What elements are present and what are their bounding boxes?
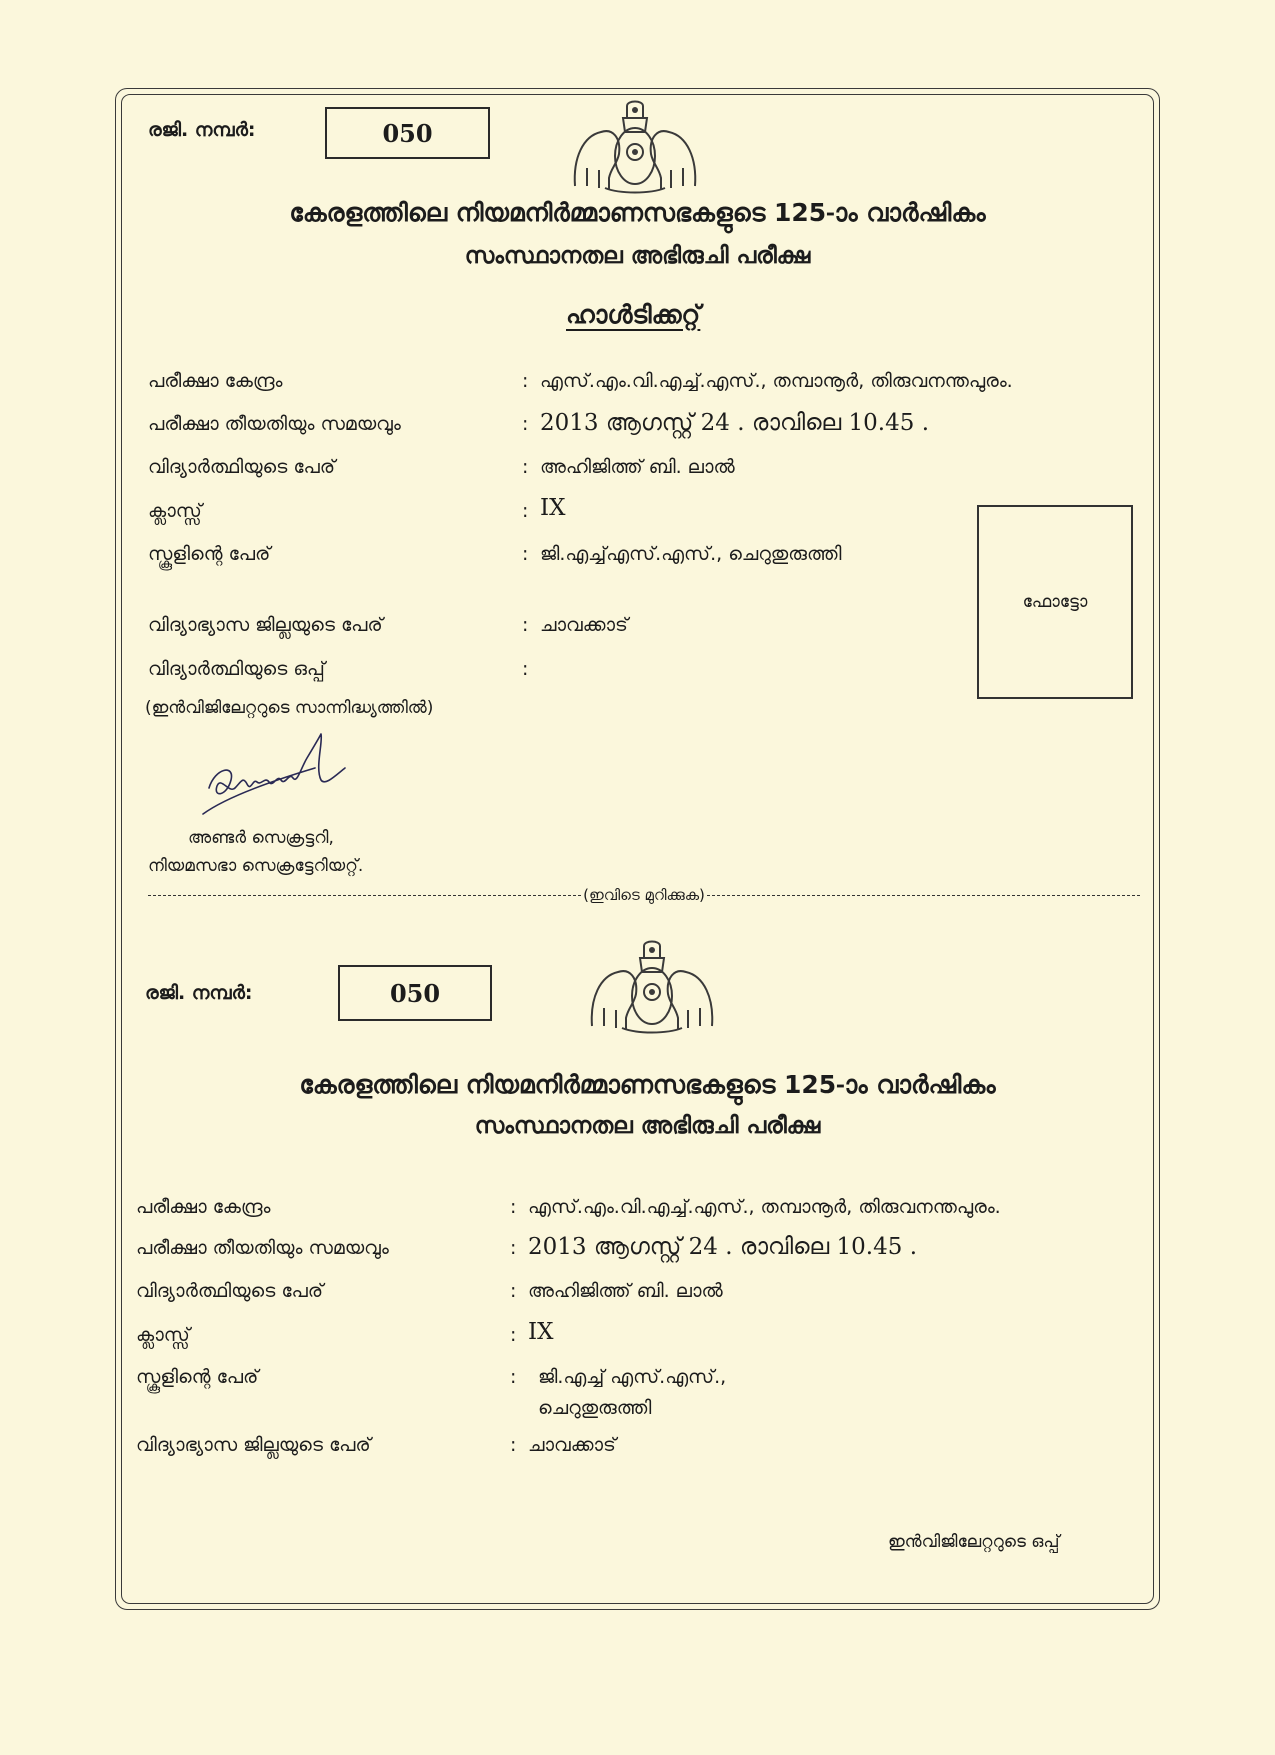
field-label: പരീക്ഷാ കേന്ദ്രം [148, 370, 283, 392]
field-value: 2013 ആഗസ്റ്റ് 24 . രാവിലെ 10.45 . [540, 410, 930, 436]
field-label: സ്കൂളിന്റെ പേര് [136, 1366, 259, 1388]
field-colon: : [522, 543, 529, 565]
field-label: വിദ്യാഭ്യാസ ജില്ലയുടെ പേര് [136, 1434, 371, 1456]
hall-ticket-heading: ഹാൾടിക്കറ്റ് [566, 300, 701, 329]
field-value: എസ്.എം.വി.എച്ച്.എസ്., തമ്പാനൂർ, തിരുവനന്തപുരം. [540, 370, 1013, 392]
exam-title: കേരളത്തിലെ നിയമനിർമ്മാണസഭകളുടെ 125-ാം വാർഷികം [299, 1070, 996, 1099]
field-label: സ്കൂളിന്റെ പേര് [148, 543, 271, 565]
field-value: ചാവക്കാട് [540, 614, 628, 636]
invigilator-presence-note: (ഇൻവിജിലേറ്ററുടെ സാന്നിദ്ധ്യത്തിൽ) [145, 698, 434, 718]
field-value-continued: ചെറുതുരുത്തി [538, 1397, 652, 1419]
field-value: എസ്.എം.വി.എച്ച്.എസ്., തമ്പാനൂർ, തിരുവനന്തപുരം. [528, 1196, 1001, 1218]
cut-here-line [148, 886, 1140, 904]
invigilator-signature-label: ഇൻവിജിലേറ്ററുടെ ഒപ്പ് [888, 1532, 1060, 1552]
field-value: ജി.എച്ച് എസ്.എസ്., [538, 1366, 727, 1388]
field-label: ക്ലാസ്സ് [136, 1324, 190, 1346]
field-value: അഹിജിത്ത് ബി. ലാൽ [540, 456, 735, 478]
field-colon: : [510, 1366, 517, 1388]
reg-number-label: രജി. നമ്പർ: [148, 119, 256, 141]
field-label: വിദ്യാർത്ഥിയുടെ ഒപ്പ് [148, 658, 325, 680]
field-label: പരീക്ഷാ തീയതിയും സമയവും [148, 413, 401, 435]
field-colon: : [522, 614, 529, 636]
signatory-designation: അണ്ടർ സെക്രട്ടറി, [188, 828, 334, 848]
field-colon: : [510, 1434, 517, 1456]
photo-label: ഫോട്ടോ [1022, 592, 1088, 612]
secretary-signature [195, 728, 375, 828]
cut-here-label: (ഇവിടെ മുറിക്കുക) [583, 886, 705, 904]
field-value: ചാവക്കാട് [528, 1434, 616, 1456]
field-colon: : [510, 1324, 517, 1346]
field-colon: : [510, 1237, 517, 1259]
field-colon: : [522, 413, 529, 435]
field-label: വിദ്യാഭ്യാസ ജില്ലയുടെ പേര് [148, 614, 383, 636]
field-value: ജി.എച്ച്എസ്.എസ്., ചെറുതുരുത്തി [540, 543, 842, 565]
exam-subtitle: സംസ്ഥാനതല അഭിരുചി പരീക്ഷ [464, 243, 811, 269]
exam-subtitle: സംസ്ഥാനതല അഭിരുചി പരീക്ഷ [474, 1113, 821, 1139]
field-label: ക്ലാസ്സ് [148, 500, 202, 522]
field-value: 2013 ആഗസ്റ്റ് 24 . രാവിലെ 10.45 . [528, 1234, 918, 1260]
reg-number-box: 050 [338, 965, 492, 1021]
dashed-line [148, 895, 581, 896]
field-colon: : [522, 370, 529, 392]
field-colon: : [522, 658, 529, 680]
field-label: പരീക്ഷാ കേന്ദ്രം [136, 1196, 271, 1218]
kerala-emblem-icon [582, 938, 722, 1034]
field-colon: : [510, 1280, 517, 1302]
signatory-office: നിയമസഭാ സെക്രട്ടേറിയറ്റ്. [148, 856, 364, 876]
field-colon: : [510, 1196, 517, 1218]
kerala-emblem-icon [565, 98, 705, 194]
field-label: പരീക്ഷാ തീയതിയും സമയവും [136, 1237, 389, 1259]
field-colon: : [522, 456, 529, 478]
reg-number-box: 050 [325, 107, 490, 159]
photo-box [977, 505, 1133, 699]
field-value: അഹിജിത്ത് ബി. ലാൽ [528, 1280, 723, 1302]
field-colon: : [522, 500, 529, 522]
field-value: IX [528, 1319, 554, 1345]
field-label: വിദ്യാർത്ഥിയുടെ പേര് [136, 1280, 324, 1302]
exam-title: കേരളത്തിലെ നിയമനിർമ്മാണസഭകളുടെ 125-ാം വാർഷികം [289, 198, 986, 227]
dashed-line [707, 895, 1140, 896]
reg-number-label: രജി. നമ്പർ: [145, 982, 253, 1004]
field-value: IX [540, 495, 566, 521]
field-label: വിദ്യാർത്ഥിയുടെ പേര് [148, 456, 336, 478]
